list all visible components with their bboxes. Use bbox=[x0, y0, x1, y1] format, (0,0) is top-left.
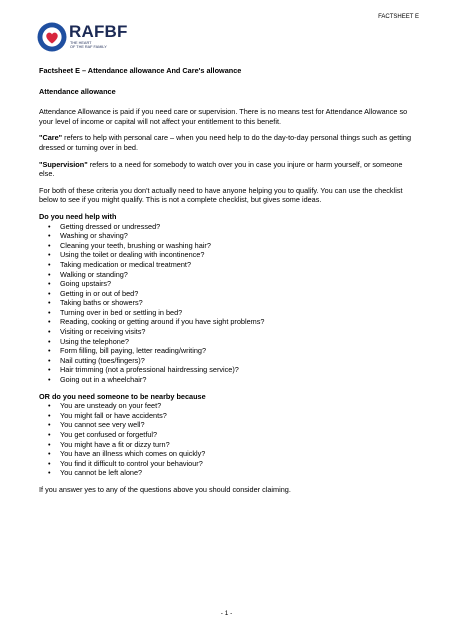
bullet-icon: • bbox=[48, 420, 51, 430]
bullet-icon: • bbox=[48, 468, 51, 478]
checklist-item bbox=[39, 231, 417, 241]
checklist-item bbox=[39, 337, 417, 347]
checklist-item-text: Using the telephone? bbox=[60, 336, 129, 346]
supervision-paragraph bbox=[39, 160, 417, 179]
criteria-paragraph: For both of these criteria you don't actually need to have anyone helping you to qualify. You can use the checklist below to see if you might qualify. This is not a complete checklist, but gives some ideas. bbox=[39, 185, 403, 205]
tagline-line-2: OF THE RAF FAMILY bbox=[70, 45, 107, 50]
bullet-icon: • bbox=[48, 317, 51, 327]
checklist-item bbox=[39, 289, 417, 299]
checklist-item bbox=[39, 279, 417, 289]
checklist-item-text: Form filling, bill paying, letter reading/writing? bbox=[60, 346, 207, 356]
checklist-item-text: You might have a fit or dizzy turn? bbox=[60, 439, 170, 449]
checklist-item-text: Using the toilet or dealing with incontinence? bbox=[60, 250, 205, 260]
bullet-icon: • bbox=[48, 288, 51, 298]
document-body bbox=[39, 66, 417, 502]
checklist-item bbox=[39, 260, 417, 270]
checklist-item bbox=[39, 308, 417, 318]
checklist-item bbox=[39, 298, 417, 308]
bullet-icon: • bbox=[48, 449, 51, 459]
bullet-icon: • bbox=[48, 365, 51, 375]
intro-paragraph: Attendance Allowance is paid if you need care or supervision. There is no means test for Attendance Allowance so your level of income or capital will not affect your entitlement to this benefit. bbox=[39, 107, 408, 126]
bullet-icon: • bbox=[48, 221, 51, 231]
bullet-icon: • bbox=[48, 346, 51, 356]
section-heading: Attendance allowance bbox=[39, 86, 116, 96]
bullet-icon: • bbox=[48, 240, 51, 250]
checklist-item bbox=[39, 459, 417, 469]
checklist-item bbox=[39, 365, 417, 375]
help-checklist bbox=[39, 222, 417, 385]
checklist-item-text: Taking medication or medical treatment? bbox=[60, 259, 192, 269]
checklist-item-text: You cannot see very well? bbox=[60, 420, 145, 430]
brand-tagline bbox=[70, 41, 130, 49]
checklist-item-text: Turning over in bed or settling in bed? bbox=[60, 307, 183, 317]
checklist-item bbox=[39, 250, 417, 260]
checklist-item bbox=[39, 375, 417, 385]
care-paragraph bbox=[39, 133, 417, 152]
tagline-line-1: THE HEART bbox=[70, 41, 92, 45]
checklist-item-text: You cannot be left alone? bbox=[60, 468, 143, 478]
checklist-item bbox=[39, 430, 417, 440]
checklist-item-text: You find it difficult to control your behaviour? bbox=[60, 458, 203, 468]
checklist-item bbox=[39, 346, 417, 356]
bullet-icon: • bbox=[48, 375, 51, 385]
nearby-checklist bbox=[39, 401, 417, 478]
checklist-item-text: You are unsteady on your feet? bbox=[60, 401, 162, 411]
document-title: Factsheet E – Attendance allowance And Care's allowance bbox=[39, 66, 242, 75]
closing-paragraph: If you answer yes to any of the questions above you should consider claiming. bbox=[39, 484, 291, 494]
bullet-icon: • bbox=[48, 336, 51, 346]
care-term: "Care" bbox=[39, 133, 63, 143]
checklist-item-text: Reading, cooking or getting around if you have sight problems? bbox=[60, 317, 265, 327]
checklist-item-text: Washing or shaving? bbox=[60, 231, 128, 241]
checklist-item-text: Visiting or receiving visits? bbox=[60, 327, 146, 337]
checklist-item bbox=[39, 440, 417, 450]
checklist-item bbox=[39, 449, 417, 459]
checklist-item bbox=[39, 222, 417, 232]
raf-roundel-heart-icon bbox=[37, 22, 67, 52]
checklist-item-text: You get confused or forgetful? bbox=[60, 430, 158, 439]
checklist-item-text: Cleaning your teeth, brushing or washing hair? bbox=[60, 240, 211, 250]
checklist-item-text: Getting in or out of bed? bbox=[60, 288, 139, 298]
checklist-item bbox=[39, 411, 417, 421]
checklist-item bbox=[39, 401, 417, 411]
bullet-icon: • bbox=[48, 307, 51, 317]
bullet-icon: • bbox=[48, 439, 51, 449]
checklist-item-text: You have an illness which comes on quickly? bbox=[60, 449, 206, 459]
bullet-icon: • bbox=[48, 279, 51, 289]
bullet-icon: • bbox=[48, 355, 51, 365]
checklist-item-text: Walking or standing? bbox=[60, 269, 128, 279]
bullet-icon: • bbox=[48, 401, 51, 411]
checklist-item-text: You might fall or have accidents? bbox=[60, 410, 167, 420]
factsheet-label: FACTSHEET E bbox=[378, 14, 419, 20]
care-text: refers to help with personal care – when you need help to do the day-to-day personal things such as getting dressed or turning over in bed. bbox=[39, 133, 412, 152]
bullet-icon: • bbox=[48, 410, 51, 420]
checklist-item bbox=[39, 317, 417, 327]
page-number: - 1 - bbox=[220, 610, 233, 617]
supervision-text: refers to a need for somebody to watch over you in case you injure or harm yourself, or someone else. bbox=[39, 159, 403, 179]
checklist-item-text: Getting dressed or undressed? bbox=[60, 221, 161, 231]
bullet-icon: • bbox=[48, 458, 51, 468]
checklist-item bbox=[39, 327, 417, 337]
checklist-item bbox=[39, 241, 417, 251]
bullet-icon: • bbox=[48, 327, 51, 337]
bullet-icon: • bbox=[48, 250, 51, 260]
checklist-item-text: Taking baths or showers? bbox=[60, 298, 143, 308]
checklist-item bbox=[39, 468, 417, 478]
checklist-item-text: Hair trimming (not a professional hairdressing service)? bbox=[60, 365, 239, 375]
bullet-icon: • bbox=[48, 298, 51, 308]
rafbf-logo bbox=[37, 22, 147, 52]
supervision-term: "Supervision" bbox=[39, 159, 88, 169]
bullet-icon: • bbox=[48, 269, 51, 279]
checklist-item-text: Going upstairs? bbox=[60, 279, 112, 289]
checklist-item bbox=[39, 356, 417, 366]
brand-name: RAFBF bbox=[69, 22, 128, 41]
bullet-icon: • bbox=[48, 430, 51, 439]
checklist-item-text: Going out in a wheelchair? bbox=[60, 375, 147, 385]
help-list-heading: Do you need help with bbox=[39, 211, 117, 221]
nearby-list-heading: OR do you need someone to be nearby because bbox=[39, 391, 206, 401]
checklist-item bbox=[39, 270, 417, 280]
checklist-item bbox=[39, 420, 417, 430]
bullet-icon: • bbox=[48, 231, 51, 241]
bullet-icon: • bbox=[48, 259, 51, 269]
checklist-item-text: Nail cutting (toes/fingers)? bbox=[60, 355, 145, 365]
